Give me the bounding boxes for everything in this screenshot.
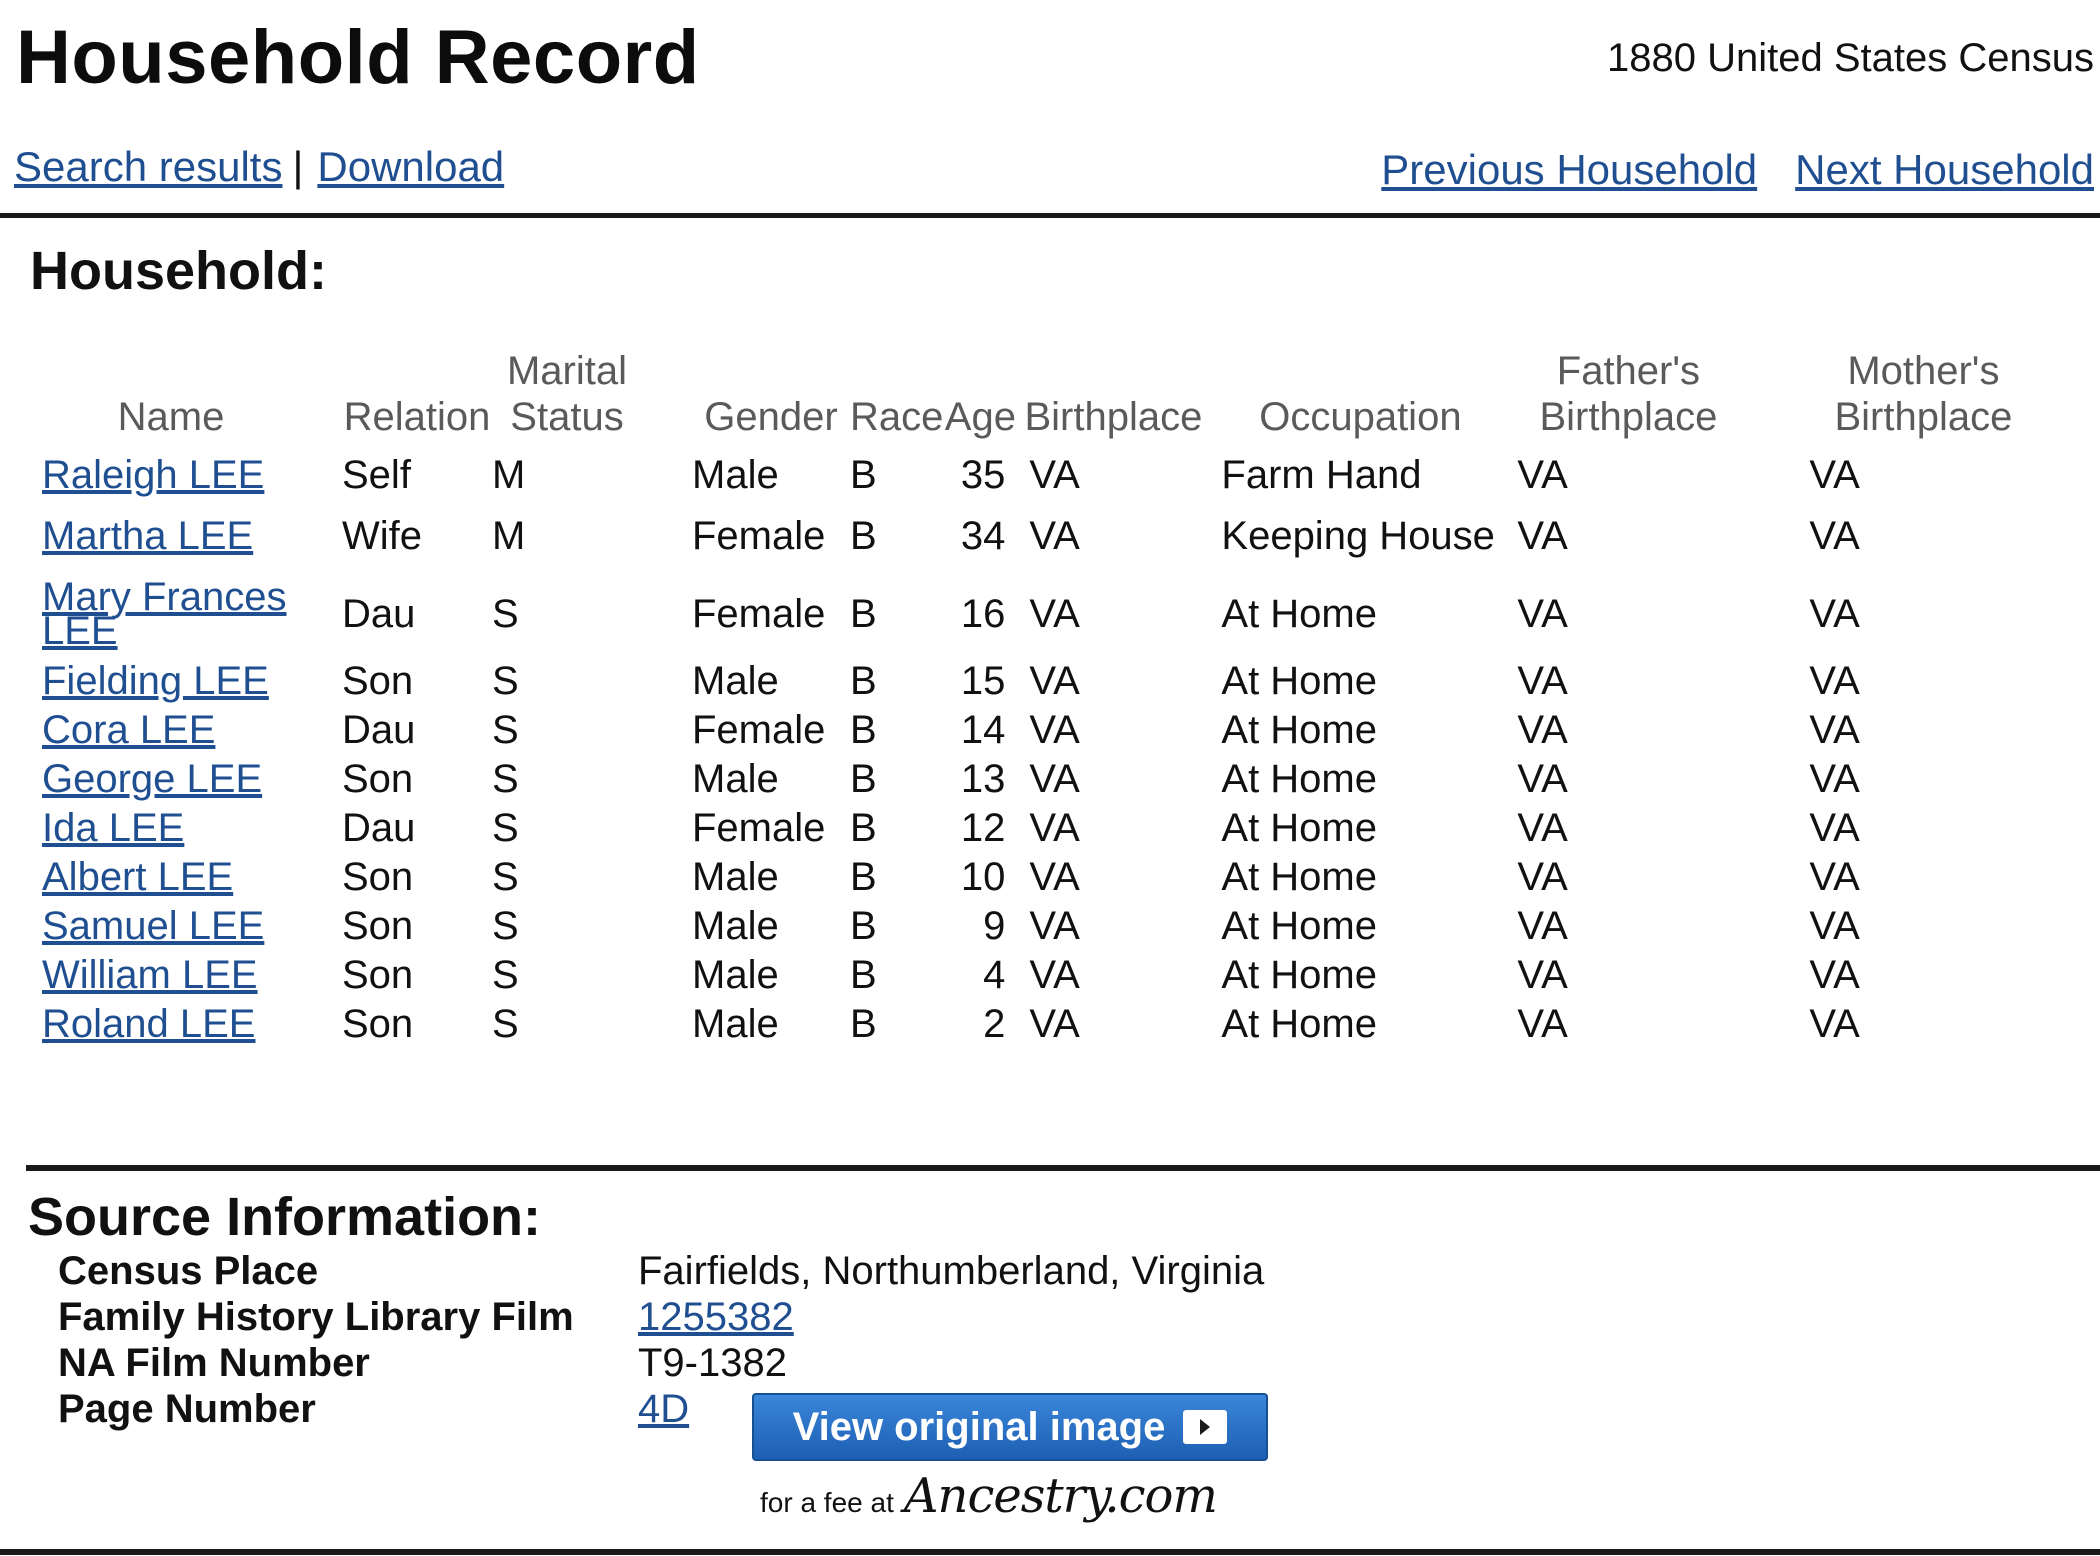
member-marital-status-cell: S (492, 903, 519, 948)
member-mothers-birthplace-cell: VA (1809, 756, 1860, 801)
previous-household-link[interactable]: Previous Household (1381, 146, 1758, 193)
na-film-value: T9-1382 (638, 1341, 787, 1385)
member-age-cell: 12 (960, 805, 1006, 850)
member-name-cell (30, 450, 342, 499)
member-occupation-cell: At Home (1221, 952, 1377, 997)
member-race-cell: B (850, 805, 877, 850)
member-race-cell: B (850, 707, 877, 752)
member-race-cell: B (850, 452, 877, 497)
member-name-link[interactable]: Roland LEE (42, 1001, 256, 1046)
member-occupation-cell: At Home (1221, 1001, 1377, 1046)
member-relation-cell: Wife (342, 513, 422, 558)
member-occupation-cell: At Home (1221, 756, 1377, 801)
member-occupation-cell: At Home (1221, 903, 1377, 948)
member-fathers-birthplace-cell: VA (1517, 854, 1568, 899)
member-name-link[interactable]: Albert LEE (42, 854, 234, 899)
fhl-film-label: Family History Library Film (58, 1295, 574, 1339)
member-birthplace-cell: VA (1029, 1001, 1080, 1046)
member-relation-cell: Dau (342, 805, 416, 850)
member-mothers-birthplace-cell: VA (1809, 805, 1860, 850)
household-body (30, 450, 2091, 1048)
member-birthplace-cell: VA (1029, 854, 1080, 899)
member-mothers-birthplace-cell: VA (1809, 854, 1860, 899)
member-fathers-birthplace-cell: VA (1517, 707, 1568, 752)
member-marital-status-cell: S (492, 952, 519, 997)
member-mothers-birthplace-cell: VA (1809, 1001, 1860, 1046)
member-gender-cell: Female (692, 707, 826, 752)
member-relation-cell: Dau (342, 707, 416, 752)
view-original-image-button[interactable] (752, 1393, 1268, 1461)
member-gender-cell: Male (692, 903, 779, 948)
member-race-cell: B (850, 658, 877, 703)
member-birthplace-cell: VA (1029, 952, 1080, 997)
member-name-cell (30, 852, 342, 901)
member-mothers-birthplace-cell: VA (1809, 952, 1860, 997)
census-place-label: Census Place (58, 1249, 319, 1293)
member-marital-status-cell: M (492, 452, 526, 497)
member-occupation-cell: At Home (1221, 592, 1377, 636)
member-birthplace-cell: VA (1029, 513, 1080, 558)
member-marital-status-cell: S (492, 658, 519, 703)
member-race-cell: B (850, 903, 877, 948)
member-name-link[interactable]: Fielding LEE (42, 658, 269, 703)
member-gender-cell: Male (692, 658, 779, 703)
col-header-occupation: Occupation (1259, 395, 1462, 439)
member-relation-cell: Son (342, 658, 414, 703)
member-fathers-birthplace-cell: VA (1517, 1001, 1568, 1046)
member-age-cell: 15 (960, 658, 1006, 703)
member-gender-cell: Male (692, 1001, 779, 1046)
search-results-link[interactable]: Search results (14, 143, 283, 190)
table-row (30, 852, 2091, 901)
fee-note (760, 1468, 1217, 1524)
fhl-film-value (618, 1294, 1318, 1340)
member-birthplace-cell: VA (1029, 707, 1080, 752)
table-row (30, 572, 2091, 656)
member-race-cell: B (850, 952, 877, 997)
member-fathers-birthplace-cell: VA (1517, 658, 1568, 703)
member-name-link[interactable]: Raleigh LEE (42, 452, 265, 497)
member-gender-cell: Male (692, 952, 779, 997)
member-name-cell (30, 499, 342, 572)
member-relation-cell: Son (342, 854, 414, 899)
member-marital-status-cell: S (492, 756, 519, 801)
col-header-gender: Gender (704, 395, 838, 439)
col-header-birthplace: Birthplace (1024, 395, 1203, 439)
member-race-cell: B (850, 592, 877, 636)
table-row (30, 450, 2091, 499)
nav-left (14, 143, 504, 191)
member-occupation-cell: Farm Hand (1221, 452, 1422, 497)
member-marital-status-cell: S (492, 1001, 519, 1046)
table-row (30, 499, 2091, 572)
census-place-value: Fairfields, Northumberland, Virginia (638, 1249, 1265, 1293)
member-name-cell (30, 999, 342, 1048)
header-divider (0, 213, 2100, 218)
member-name-cell (30, 901, 342, 950)
member-age-cell: 14 (960, 707, 1006, 752)
na-film-label: NA Film Number (58, 1341, 370, 1385)
member-occupation-cell: At Home (1221, 707, 1377, 752)
member-gender-cell: Male (692, 452, 779, 497)
member-relation-cell: Son (342, 756, 414, 801)
col-header-age: Age (944, 395, 1016, 439)
member-name-link[interactable]: William LEE (42, 952, 258, 997)
member-occupation-cell: At Home (1221, 854, 1377, 899)
member-age-cell: 4 (983, 952, 1006, 997)
col-header-name: Name (117, 395, 225, 439)
member-gender-cell: Female (692, 805, 826, 850)
member-mothers-birthplace-cell: VA (1809, 658, 1860, 703)
member-age-cell: 34 (960, 513, 1006, 558)
household-header-row (30, 348, 2091, 450)
member-name-link[interactable]: Mary Frances LEE (42, 575, 287, 653)
table-row (30, 901, 2091, 950)
member-fathers-birthplace-cell: VA (1517, 805, 1568, 850)
member-age-cell: 10 (960, 854, 1006, 899)
member-name-cell (30, 803, 342, 852)
member-marital-status-cell: S (492, 854, 519, 899)
member-marital-status-cell: M (492, 513, 526, 558)
col-header-marital-status: Marital Status (506, 349, 628, 439)
source-title: Source Information: (28, 1187, 542, 1247)
member-fathers-birthplace-cell: VA (1517, 903, 1568, 948)
footer-divider (0, 1549, 2100, 1555)
member-name-cell (30, 705, 342, 754)
page-number-link[interactable]: 4D (638, 1387, 690, 1431)
member-relation-cell: Son (342, 952, 414, 997)
household-table (30, 348, 2091, 1048)
member-mothers-birthplace-cell: VA (1809, 513, 1860, 558)
member-fathers-birthplace-cell: VA (1517, 952, 1568, 997)
nav-separator: | (292, 143, 304, 190)
member-gender-cell: Male (692, 756, 779, 801)
member-mothers-birthplace-cell: VA (1809, 452, 1860, 497)
household-title: Household: (30, 241, 327, 301)
member-race-cell: B (850, 513, 877, 558)
section-divider (26, 1165, 2100, 1171)
member-occupation-cell: Keeping House (1221, 513, 1495, 558)
member-relation-cell: Self (342, 452, 411, 497)
member-birthplace-cell: VA (1029, 452, 1080, 497)
member-age-cell: 9 (983, 903, 1006, 948)
member-fathers-birthplace-cell: VA (1517, 756, 1568, 801)
nav-right (1343, 146, 2094, 194)
fee-text: for a fee at (760, 1487, 894, 1518)
table-row (30, 705, 2091, 754)
member-name-cell (30, 950, 342, 999)
member-race-cell: B (850, 854, 877, 899)
member-birthplace-cell: VA (1029, 658, 1080, 703)
member-race-cell: B (850, 756, 877, 801)
arrow-right-icon (1183, 1410, 1227, 1444)
member-birthplace-cell: VA (1029, 756, 1080, 801)
col-header-race: Race (850, 395, 944, 439)
table-row (30, 803, 2091, 852)
member-mothers-birthplace-cell: VA (1809, 903, 1860, 948)
member-name-link[interactable]: Martha LEE (42, 513, 254, 558)
member-age-cell: 2 (983, 1001, 1006, 1046)
member-marital-status-cell: S (492, 805, 519, 850)
member-gender-cell: Female (692, 592, 826, 636)
member-mothers-birthplace-cell: VA (1809, 592, 1860, 636)
member-fathers-birthplace-cell: VA (1517, 452, 1568, 497)
page-title: Household Record (16, 15, 700, 100)
member-name-cell (30, 754, 342, 803)
next-household-link[interactable]: Next Household (1795, 146, 2094, 193)
member-relation-cell: Dau (342, 592, 416, 636)
member-age-cell: 13 (960, 756, 1006, 801)
member-age-cell: 16 (960, 592, 1006, 636)
member-gender-cell: Female (692, 513, 826, 558)
member-birthplace-cell: VA (1029, 805, 1080, 850)
member-relation-cell: Son (342, 903, 414, 948)
member-name-cell (30, 656, 342, 705)
fhl-film-link[interactable]: 1255382 (638, 1295, 794, 1339)
table-row (30, 656, 2091, 705)
member-mothers-birthplace-cell: VA (1809, 707, 1860, 752)
download-link[interactable]: Download (317, 143, 505, 190)
table-row (30, 999, 2091, 1048)
member-gender-cell: Male (692, 854, 779, 899)
member-marital-status-cell: S (492, 592, 519, 636)
member-marital-status-cell: S (492, 707, 519, 752)
page-number-label: Page Number (58, 1387, 316, 1431)
member-name-link[interactable]: George LEE (42, 756, 263, 801)
col-header-relation: Relation (343, 395, 491, 439)
view-original-image-label: View original image (792, 1404, 1166, 1449)
table-row (30, 754, 2091, 803)
member-fathers-birthplace-cell: VA (1517, 513, 1568, 558)
member-relation-cell: Son (342, 1001, 414, 1046)
member-name-link[interactable]: Samuel LEE (42, 903, 265, 948)
member-race-cell: B (850, 1001, 877, 1046)
member-age-cell: 35 (960, 452, 1006, 497)
member-birthplace-cell: VA (1029, 592, 1080, 636)
member-name-link[interactable]: Cora LEE (42, 707, 216, 752)
member-name-cell (30, 572, 342, 656)
member-name-link[interactable]: Ida LEE (42, 805, 185, 850)
member-occupation-cell: At Home (1221, 658, 1377, 703)
ancestry-logo: Ancestry.com (903, 1468, 1217, 1524)
census-name: 1880 United States Census (1607, 36, 2094, 80)
member-occupation-cell: At Home (1221, 805, 1377, 850)
table-row (30, 950, 2091, 999)
col-header-fathers-birthplace: Father's Birthplace (1539, 349, 1718, 439)
col-header-mothers-birthplace: Mother's Birthplace (1834, 349, 2013, 439)
member-fathers-birthplace-cell: VA (1517, 592, 1568, 636)
member-birthplace-cell: VA (1029, 903, 1080, 948)
